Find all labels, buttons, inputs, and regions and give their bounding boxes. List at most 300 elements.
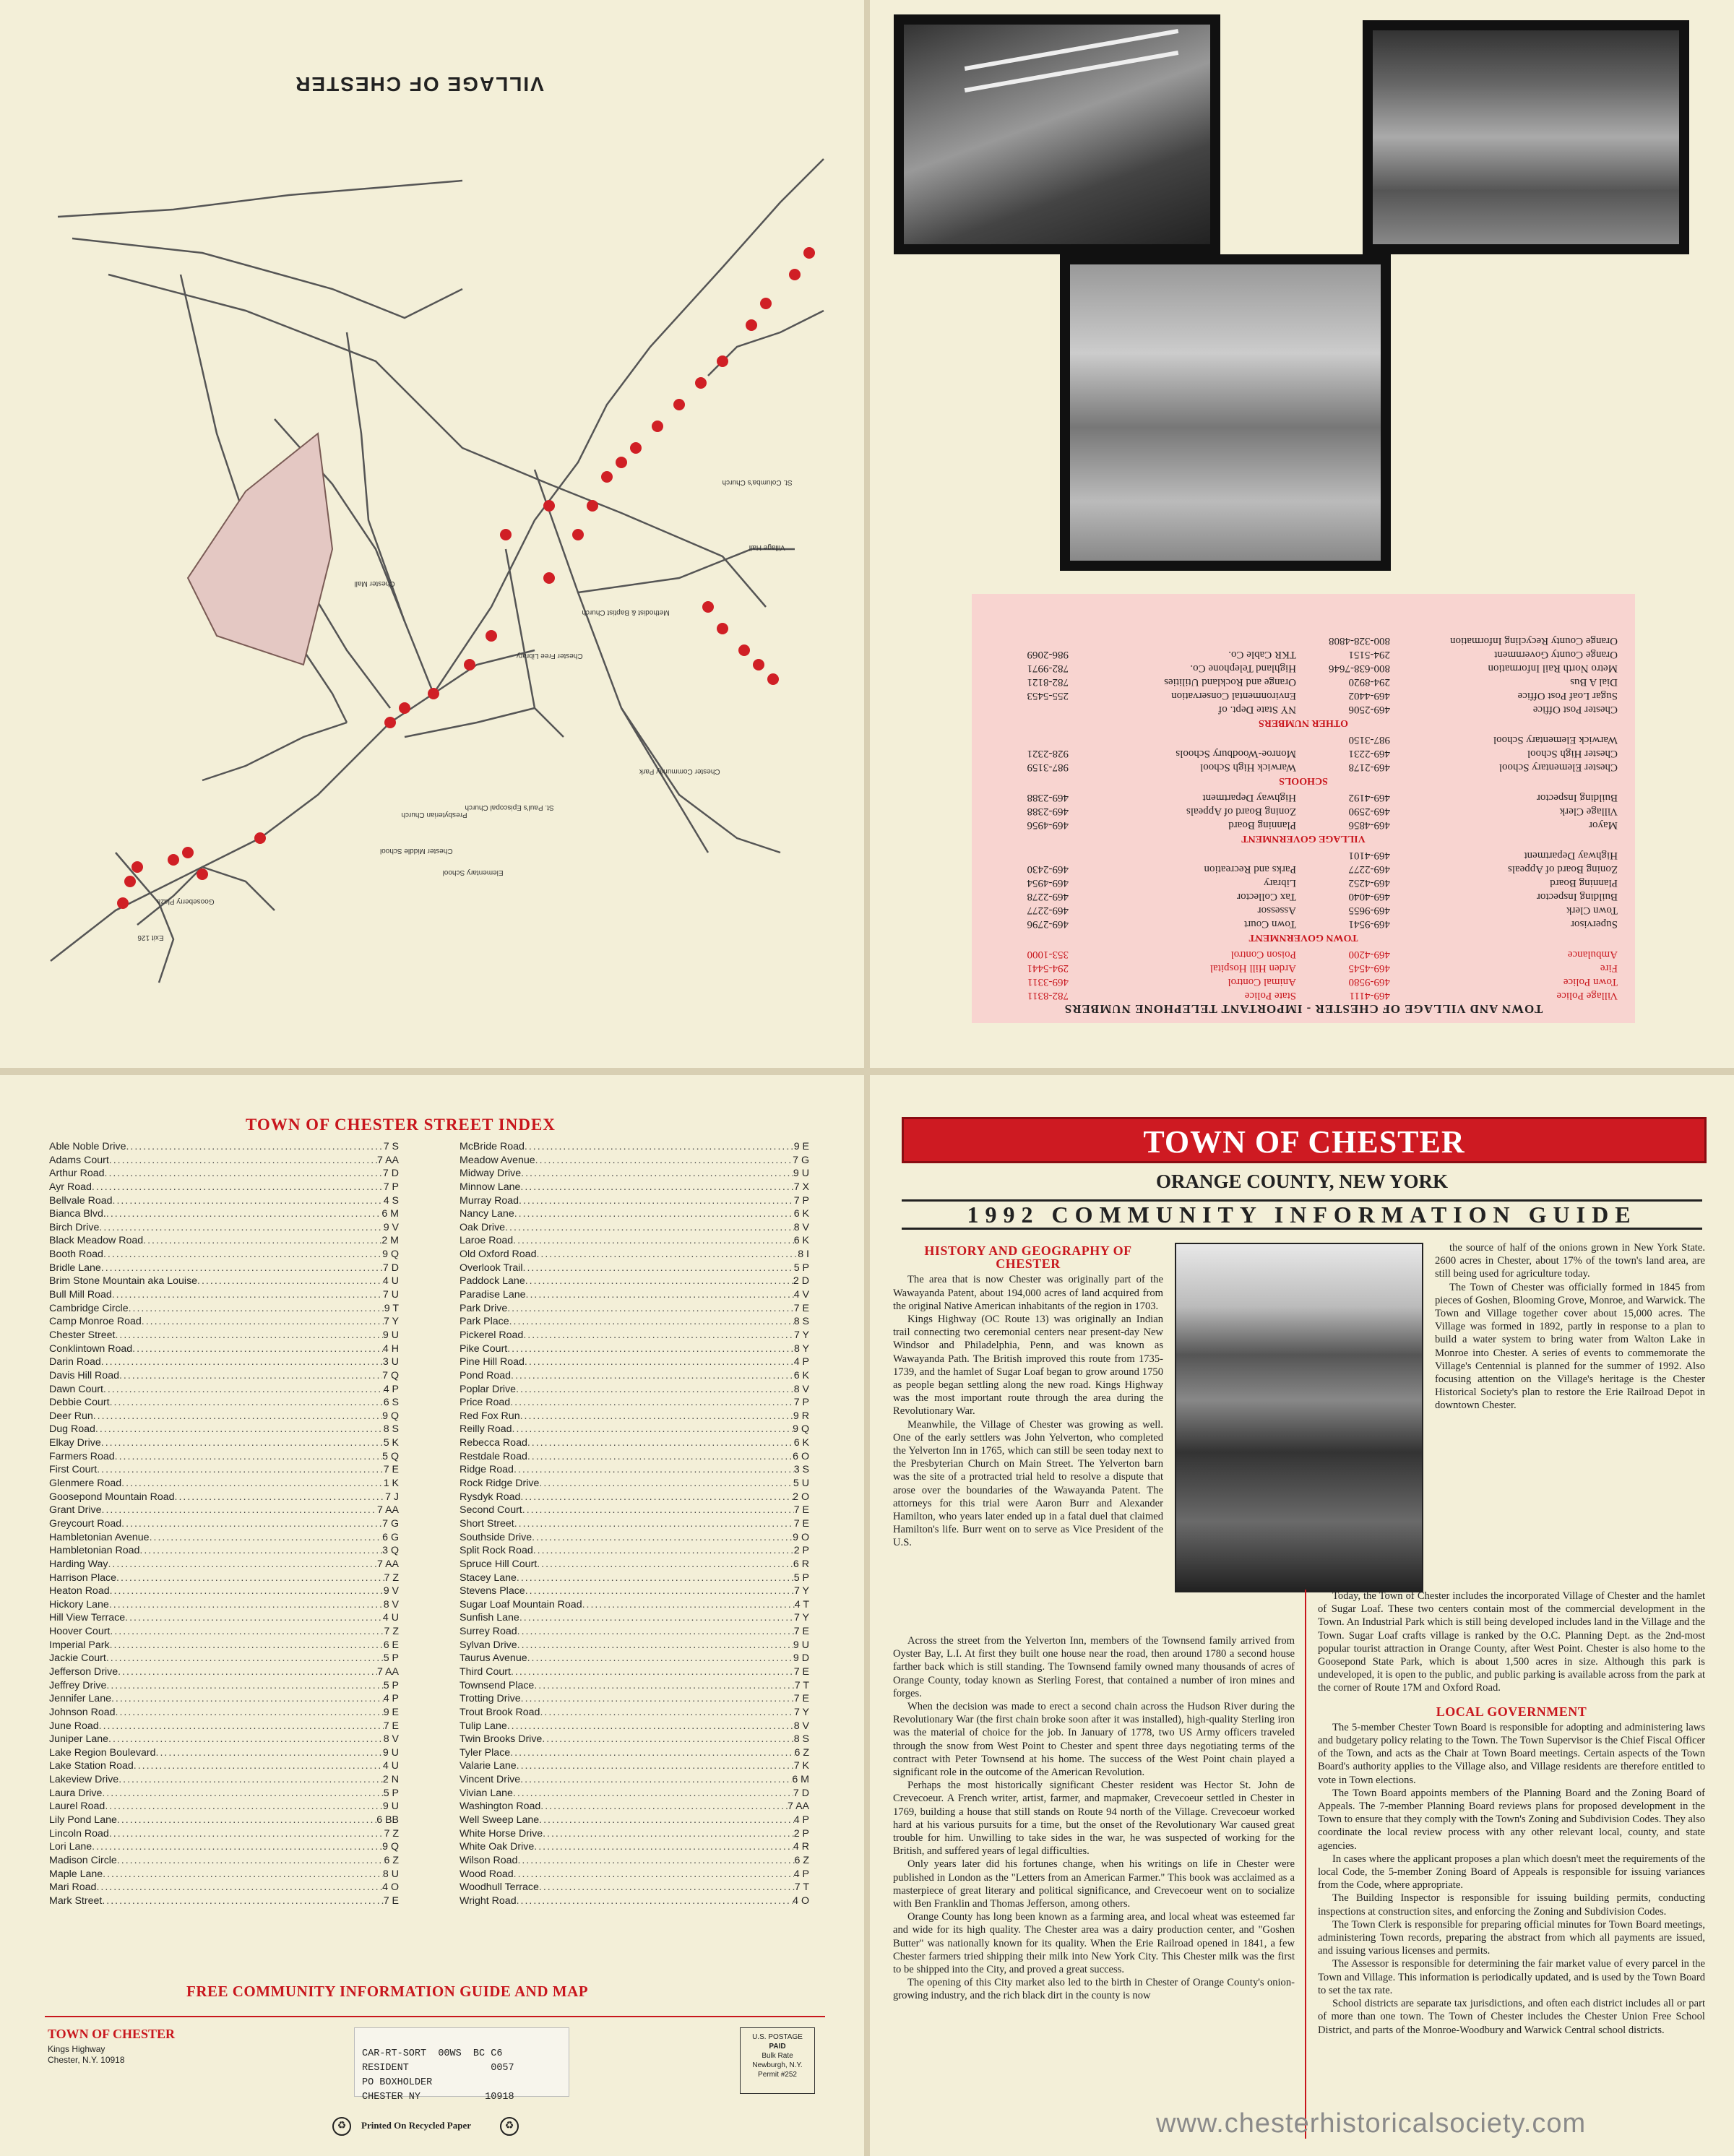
phone-cell: 294-5441 [1027, 962, 1069, 974]
leader-dots [106, 1207, 381, 1221]
grid-code: 6 G [382, 1531, 399, 1543]
grid-code: 7 AA [788, 1801, 809, 1813]
index-row [49, 1504, 399, 1517]
street-name: Second Court [460, 1504, 522, 1517]
index-row [49, 1491, 399, 1504]
paragraph: School districts are separate tax jurisdictions, and often each district includes all or part of more than one town. The Town of Chester includes the Chester Union Free School District, and parts of the Monroe-Woodbury and Warwick Central school districts. [1318, 1998, 1705, 2036]
index-row [49, 1868, 399, 1881]
postage-line: Bulk Rate [762, 2052, 793, 2060]
recycled-note: Printed On Recycled Paper [361, 2120, 471, 2131]
leader-dots [521, 1692, 794, 1706]
recycle-icon: ♻ [500, 2117, 519, 2136]
leader-dots [514, 1868, 794, 1881]
index-row [49, 1194, 399, 1208]
leader-dots [150, 1531, 383, 1545]
leader-dots [118, 1665, 377, 1679]
history-continued [893, 1634, 1295, 2003]
label-line: RESIDENT 0057 [362, 2063, 514, 2074]
phone-cell: 469-2388 [1027, 806, 1069, 817]
index-row [460, 1881, 809, 1894]
phone-cell: Highway Department [1202, 792, 1296, 803]
grid-code: 8 S [383, 1423, 399, 1436]
street-name: Tulip Lane [460, 1720, 507, 1732]
grid-code: 8 V [793, 1720, 809, 1732]
paragraph: Meanwhile, the Village of Chester was growing as well. One of the early settlers was John Yelverton, who completed the Yelverton Inn in 1765, which can still be seen today next to the Presbyterian Church on Main Street. The Yelverton barn was the site of a protracted trial held to resolve a dispute that arose over the boundaries of the Wawayanda Patent. The attorneys for this trial were Aaron Burr and Alexander Hamilton, who years later ended up in a fatal duel that claimed Hamilton's life. Burr went on to serve as Vice President of the U.S. [893, 1418, 1163, 1549]
paragraph: The opening of this City market also led to the birth in Chester of Orange County's onion-growing industry, and the rich black dirt in the county is now [893, 1977, 1295, 2002]
phone-cell: 782-8121 [1027, 676, 1069, 688]
fold-vertical [864, 0, 870, 2156]
grid-code: 4 P [383, 1693, 399, 1705]
index-row [49, 1531, 399, 1545]
phone-cell: Chester High School [1527, 748, 1618, 759]
photo-main-street [1060, 254, 1391, 571]
index-row [49, 1396, 399, 1410]
leader-dots [115, 1329, 382, 1342]
index-row [460, 1329, 809, 1342]
leader-dots [520, 1410, 793, 1423]
street-name: Bianca Blvd. [49, 1208, 106, 1220]
leader-dots [582, 1598, 795, 1612]
street-name: Mark Street [49, 1894, 103, 1907]
index-row [460, 1450, 809, 1464]
index-row [460, 1733, 809, 1746]
phone-cell: Village Police [1556, 990, 1618, 1001]
leader-dots [175, 1491, 386, 1504]
grid-code: 9 R [793, 1410, 809, 1422]
index-row [460, 1625, 809, 1639]
index-row [460, 1491, 809, 1504]
leader-dots [102, 1504, 377, 1517]
street-name: Jennifer Lane [49, 1693, 111, 1705]
leader-dots [92, 1840, 382, 1854]
street-name: Surrey Road [460, 1626, 517, 1638]
street-name: Pond Road [460, 1369, 511, 1381]
phone-cell: 469-4200 [1348, 949, 1390, 960]
street-name: Oak Drive [460, 1221, 506, 1233]
street-name: Jefferson Drive [49, 1665, 118, 1678]
paragraph: The Building Inspector is responsible for issuing building permits, conducting inspections at construction sites, and enforcing the Zoning and Subdivision Codes. [1318, 1892, 1705, 1918]
phone-cell [989, 702, 1069, 716]
index-row [460, 1571, 809, 1585]
street-name: Trotting Drive [460, 1693, 521, 1705]
grid-code: 7 Y [793, 1612, 809, 1624]
recycle-icon: ♻ [332, 2117, 351, 2136]
grid-code: 8 V [793, 1221, 809, 1233]
street-name: Jeffrey Drive [49, 1679, 107, 1691]
leader-dots [507, 1342, 794, 1356]
mailing-label [354, 2027, 569, 2103]
phone-emergency [989, 947, 1618, 1002]
street-name: Woodhull Terrace [460, 1881, 539, 1894]
grid-code: 4 U [382, 1760, 399, 1772]
street-name: Paddock Lane [460, 1275, 525, 1288]
grid-code: 4 P [383, 1383, 399, 1395]
photo-village-green [1363, 20, 1689, 254]
community-park-area [188, 434, 332, 665]
phone-cell: 800-638-7646 [1329, 663, 1390, 674]
phone-cell: State Police [1244, 990, 1296, 1001]
leader-dots [513, 1787, 793, 1801]
phone-cell: 928-2321 [1027, 748, 1069, 759]
leader-dots [519, 1194, 794, 1208]
leader-dots [97, 1463, 383, 1477]
photo-sugar-loaf [1175, 1243, 1423, 1592]
grid-code: 4 O [793, 1894, 809, 1907]
grid-code: 6 Z [794, 1746, 809, 1759]
leader-dots [125, 1611, 383, 1625]
leader-dots [106, 1679, 383, 1693]
map-label: Gooseberry Plaza [156, 897, 215, 905]
phone-cell: Highway Department [1524, 850, 1618, 861]
leader-dots [517, 1854, 794, 1868]
index-row [460, 1504, 809, 1517]
grid-code: 4 V [793, 1289, 809, 1301]
grid-code: 2 P [793, 1827, 809, 1840]
street-name: Jackie Court [49, 1652, 106, 1665]
phone-cell: Ambulance [1567, 949, 1618, 960]
phone-cell: Tax Collector [1237, 891, 1296, 902]
leader-dots [543, 1827, 794, 1841]
phone-cell: Parks and Recreation [1204, 863, 1296, 875]
phone-cell: Assessor [1257, 905, 1296, 916]
phone-cell: 782-8311 [1027, 990, 1069, 1001]
grid-code: 7 S [383, 1141, 399, 1152]
phone-cell: 469-9541 [1348, 918, 1390, 930]
phone-cell: 294-8920 [1348, 676, 1390, 688]
paragraph: the source of half of the onions grown in New York State. 2600 acres in Chester, about 17% of the town's land area, are still being used for agriculture today. [1435, 1242, 1705, 1280]
grid-code: 6 E [383, 1639, 399, 1651]
phone-cell: 469-4856 [1348, 819, 1390, 831]
grid-code: 9 U [793, 1639, 809, 1651]
leader-dots [197, 1275, 383, 1288]
leader-dots [511, 1369, 794, 1383]
leader-dots [509, 1315, 794, 1329]
phone-cell: 469-2277 [1027, 905, 1069, 916]
leader-dots [517, 1625, 794, 1639]
phone-cell: 469-2388 [1027, 792, 1069, 803]
leader-dots [525, 1140, 794, 1154]
grid-code: 7 G [382, 1517, 399, 1530]
index-row [49, 1814, 399, 1827]
phone-cell: 469-4545 [1348, 962, 1390, 974]
grid-code: 6 K [793, 1208, 809, 1220]
street-name: Nancy Lane [460, 1208, 514, 1220]
grid-code: 4 U [382, 1275, 399, 1288]
street-name: Black Meadow Road [49, 1235, 144, 1247]
index-row [460, 1436, 809, 1450]
leader-dots [525, 1355, 794, 1369]
street-name: Park Drive [460, 1302, 508, 1314]
grid-code: 7 T [794, 1679, 809, 1691]
phone-cell [989, 634, 1069, 647]
phone-cell [989, 848, 1069, 862]
index-row [460, 1423, 809, 1436]
street-name: Sunfish Lane [460, 1612, 519, 1624]
street-name: Red Fox Run [460, 1410, 520, 1422]
paragraph: When the decision was made to erect a second chain across the Hudson River during the Revolutionary War (the first chain broke soon after it was installed), high-quality Sterling iron was the material of choice for the job. In January of 1778, two US Army officers traveled through the snow from West Point to Chester and spent three days negotiating terms of the contract with Peter Townsend at his home. The success of the West Point chain played a significant role in the outcome of the American Revolution. [893, 1701, 1295, 1779]
grid-code: 7 E [383, 1720, 399, 1732]
street-name: Midway Drive [460, 1168, 522, 1180]
leader-dots [525, 1275, 793, 1288]
leader-dots [96, 1881, 382, 1894]
index-row [460, 1396, 809, 1410]
grid-code: 9 V [383, 1221, 399, 1233]
index-row [460, 1598, 809, 1612]
map-label: Village Hall [749, 543, 785, 551]
street-name: Reilly Road [460, 1423, 512, 1436]
photo-fence [894, 14, 1220, 254]
leader-dots [110, 1584, 384, 1598]
leader-dots [102, 1894, 383, 1908]
map-label: Chester Middle School [379, 847, 453, 855]
grid-code: 7 AA [377, 1665, 399, 1678]
grid-code: 5 Q [382, 1450, 399, 1462]
street-name: Taurus Avenue [460, 1652, 527, 1665]
leader-dots [535, 1154, 793, 1168]
local-government [1318, 1590, 1705, 2037]
index-column-1 [49, 1140, 399, 1908]
leader-dots [523, 1329, 794, 1342]
street-name: Vincent Drive [460, 1774, 521, 1786]
grid-code: 8 U [382, 1868, 399, 1880]
index-row [460, 1692, 809, 1706]
grid-code: 7 Y [793, 1706, 809, 1718]
street-name: Deer Run [49, 1410, 93, 1422]
index-row [49, 1665, 399, 1679]
leader-dots [534, 1679, 794, 1693]
phone-cell: 469-4402 [1348, 690, 1390, 702]
phone-cell: 294-5151 [1348, 649, 1390, 660]
leader-dots [517, 1639, 793, 1652]
grid-code: 8 V [383, 1598, 399, 1610]
phone-cell: 987-3150 [1348, 734, 1390, 746]
paragraph: Only years later did his fortunes change, when his writings on life in Chester were published in London as the "Letters from an American Farmer." This book was acclaimed as a masterpiece of great literary and political significance, and Crevecoeur went on to socialize with Ben Franklin and Thomas Jefferson, among others. [893, 1858, 1295, 1910]
map-label: St. Columba's Church [722, 478, 793, 486]
leader-dots [142, 1315, 384, 1329]
leader-dots [533, 1544, 794, 1558]
index-row [49, 1706, 399, 1720]
leader-dots [101, 1436, 384, 1450]
town-title: TOWN OF CHESTER [1143, 1124, 1465, 1160]
phone-cell: 469-9655 [1348, 905, 1390, 916]
phone-cell: 469-4956 [1027, 819, 1069, 831]
street-name: Old Oxford Road [460, 1249, 537, 1261]
phone-cell: Building Inspector [1536, 792, 1618, 803]
grid-code: 7 Z [384, 1571, 399, 1584]
grid-code: 9 U [382, 1801, 399, 1813]
phone-cell: Monroe-Woodbury Schools [1176, 748, 1296, 759]
index-row [49, 1827, 399, 1841]
street-name: Rysdyk Road [460, 1491, 521, 1503]
index-row [460, 1248, 809, 1262]
index-row [49, 1477, 399, 1491]
grid-code: 7 K [793, 1760, 809, 1772]
index-row [49, 1840, 399, 1854]
grid-code: 8 S [793, 1733, 809, 1746]
phone-cell: 469-4192 [1348, 792, 1390, 803]
map-label: Chester Community Park [639, 767, 720, 775]
phone-cell: 469-2277 [1348, 863, 1390, 875]
grid-code: 7 E [793, 1302, 809, 1314]
street-name: Bridle Lane [49, 1262, 101, 1274]
index-row [49, 1167, 399, 1181]
leader-dots [121, 1517, 382, 1531]
grid-code: 9 V [383, 1585, 399, 1597]
phone-cell: Building Inspector [1536, 891, 1618, 902]
index-row [460, 1706, 809, 1720]
street-name: Arthur Road [49, 1168, 105, 1180]
postage-line: PAID [769, 2043, 786, 2051]
leader-dots [101, 1355, 383, 1369]
grid-code: 2 N [382, 1774, 399, 1786]
map-label: St. Paul's Episcopal Church [465, 803, 554, 811]
index-row [460, 1665, 809, 1679]
grid-code: 7 D [382, 1262, 399, 1274]
phone-cell: 469-4954 [1027, 877, 1069, 889]
street-name: Juniper Lane [49, 1733, 109, 1746]
grid-code: 7 Z [384, 1626, 399, 1638]
paragraph: Perhaps the most historically significant Chester resident was Hector St. John de Crevecoeur. A French writer, artist, farmer, and mapmaker, Crevecoeur settled in Chester in 1769, building a house that still stands on Route 94 north of the Village. Crevecoeur worked hard at his various pursuits for a time, but the onset of the Revolutionary War caused great trouble for him. Unwilling to take sides in the war, he was suspected of working for the British, and suffered years of legal difficulties. [893, 1780, 1295, 1858]
index-row [460, 1288, 809, 1302]
index-row [49, 1140, 399, 1154]
street-name: Laura Drive [49, 1787, 103, 1799]
fold-horizontal [0, 1068, 1734, 1075]
grid-code: 7 AA [377, 1154, 399, 1166]
index-row [49, 1787, 399, 1801]
index-row [49, 1733, 399, 1746]
street-name: McBride Road [460, 1141, 525, 1152]
grid-code: 2 O [793, 1491, 809, 1503]
street-name: Spruce Hill Court [460, 1558, 538, 1570]
index-column-2 [460, 1140, 809, 1908]
index-row [49, 1598, 399, 1612]
phone-cell: Warwick Elementary School [1493, 734, 1618, 746]
grid-code: 7 Q [382, 1369, 399, 1381]
postage-line: Newburgh, N.Y. [752, 2061, 803, 2069]
street-name: Tyler Place [460, 1746, 511, 1759]
grid-code: 6 O [793, 1450, 809, 1462]
paragraph: The Town of Chester was officially formed in 1845 from pieces of Goshen, Blooming Grove, Monroe, and Warwick. The Town and Village together cover about 15,000 acres. The Village was formed in 1892, partly in response to a plan to build a water system to bring water from Walton Lake in Monroe into Chester. A series of events to commemorate the Village's Centennial is planned for the summer of 1992. Also focusing attention on the Village's heritage is the Chester Historical Society's plan to restore the Erie Railroad Depot in downtown Chester. [1435, 1281, 1705, 1412]
leader-dots [517, 1894, 793, 1908]
index-row [49, 1544, 399, 1558]
index-row [49, 1450, 399, 1464]
index-row [460, 1383, 809, 1397]
phone-cell: 469-4252 [1348, 877, 1390, 889]
phone-section-heading: TOWN GOVERNMENT [1248, 932, 1358, 943]
street-name: Farmers Road [49, 1450, 115, 1462]
street-name: Davis Hill Road [49, 1369, 119, 1381]
county-heading: ORANGE COUNTY, NEW YORK [1155, 1170, 1449, 1192]
street-name: Rock Ridge Drive [460, 1478, 540, 1490]
phone-section-heading: VILLAGE GOVERNMENT [1241, 833, 1366, 844]
leader-dots [143, 1234, 381, 1248]
phone-numbers-box [972, 594, 1635, 1023]
grid-code: 9 U [382, 1746, 399, 1759]
grid-code: 7 J [385, 1491, 399, 1503]
phone-section-heading: SCHOOLS [1279, 775, 1328, 786]
index-row [49, 1854, 399, 1868]
return-address-2: Chester, N.Y. 10918 [48, 2055, 125, 2065]
grid-code: 7 Y [793, 1329, 809, 1341]
leader-dots [99, 1720, 384, 1733]
street-name: Split Rock Road [460, 1545, 533, 1557]
grid-code: 9 T [384, 1302, 399, 1314]
leader-dots [110, 1396, 384, 1410]
grid-code: 2 P [793, 1545, 809, 1557]
street-name: Conklintown Road [49, 1342, 133, 1355]
street-name: Madison Circle [49, 1854, 117, 1866]
phone-cell: Dial A Bus [1570, 676, 1618, 688]
leader-dots [507, 1720, 794, 1733]
phone-cell: Town Police [1563, 976, 1618, 988]
street-name: Harding Way [49, 1558, 108, 1570]
grid-code: 7 P [793, 1397, 809, 1409]
title-banner [902, 1117, 1707, 1163]
index-row [49, 1692, 399, 1706]
leader-dots [517, 1759, 794, 1773]
phone-cell: 469-3311 [1027, 976, 1069, 988]
phone-cell: Supervisor [1571, 918, 1618, 930]
index-row [460, 1355, 809, 1369]
phone-cell: 469-2430 [1027, 863, 1069, 875]
index-row [49, 1436, 399, 1450]
grid-code: 7 P [383, 1181, 399, 1193]
index-row [49, 1611, 399, 1625]
street-name: Hambletonian Road [49, 1545, 140, 1557]
leader-dots [109, 1827, 384, 1841]
index-row [460, 1262, 809, 1275]
return-address-1: Kings Highway [48, 2044, 105, 2054]
local-heading: LOCAL GOVERNMENT [1436, 1704, 1587, 1719]
leader-dots [520, 1181, 793, 1194]
leader-dots [116, 1706, 384, 1720]
index-row [49, 1383, 399, 1397]
street-name: Pickerel Road [460, 1329, 524, 1341]
street-name: Goosepond Mountain Road [49, 1491, 175, 1503]
street-name: Lake Station Road [49, 1760, 134, 1772]
grid-code: 3 Q [382, 1545, 399, 1557]
street-name: Cambridge Circle [49, 1302, 129, 1314]
index-row [460, 1558, 809, 1571]
grid-code: 8 I [798, 1249, 809, 1261]
phone-cell: Village Clerk [1559, 806, 1618, 817]
phone-cell [989, 733, 1069, 746]
street-name: Maple Lane [49, 1868, 103, 1880]
leader-dots [514, 1517, 794, 1531]
leader-dots [134, 1759, 383, 1773]
street-name: White Horse Drive [460, 1827, 543, 1840]
leader-dots [106, 1652, 384, 1665]
grid-code: 4 U [382, 1612, 399, 1624]
grid-code: 9 Q [382, 1249, 399, 1261]
phone-cell: Chester Post Office [1532, 704, 1618, 715]
street-name: Lake Region Boulevard [49, 1746, 156, 1759]
phone-cell: 800-328-4808 [1329, 635, 1390, 647]
leader-dots [540, 1706, 794, 1720]
grid-code: 8 V [793, 1383, 809, 1395]
history-column-right [1435, 1241, 1705, 1413]
index-row [49, 1181, 399, 1194]
grid-code: 7 P [793, 1194, 809, 1207]
grid-code: 7 E [793, 1626, 809, 1638]
grid-code: 4 O [382, 1881, 399, 1894]
map-label: Elementary School [442, 868, 504, 876]
map-label: Methodist & Baptist Church [582, 608, 670, 616]
leader-dots [92, 1181, 384, 1194]
leader-dots [110, 1625, 384, 1639]
street-name: Southside Drive [460, 1531, 532, 1543]
index-row [460, 1221, 809, 1235]
